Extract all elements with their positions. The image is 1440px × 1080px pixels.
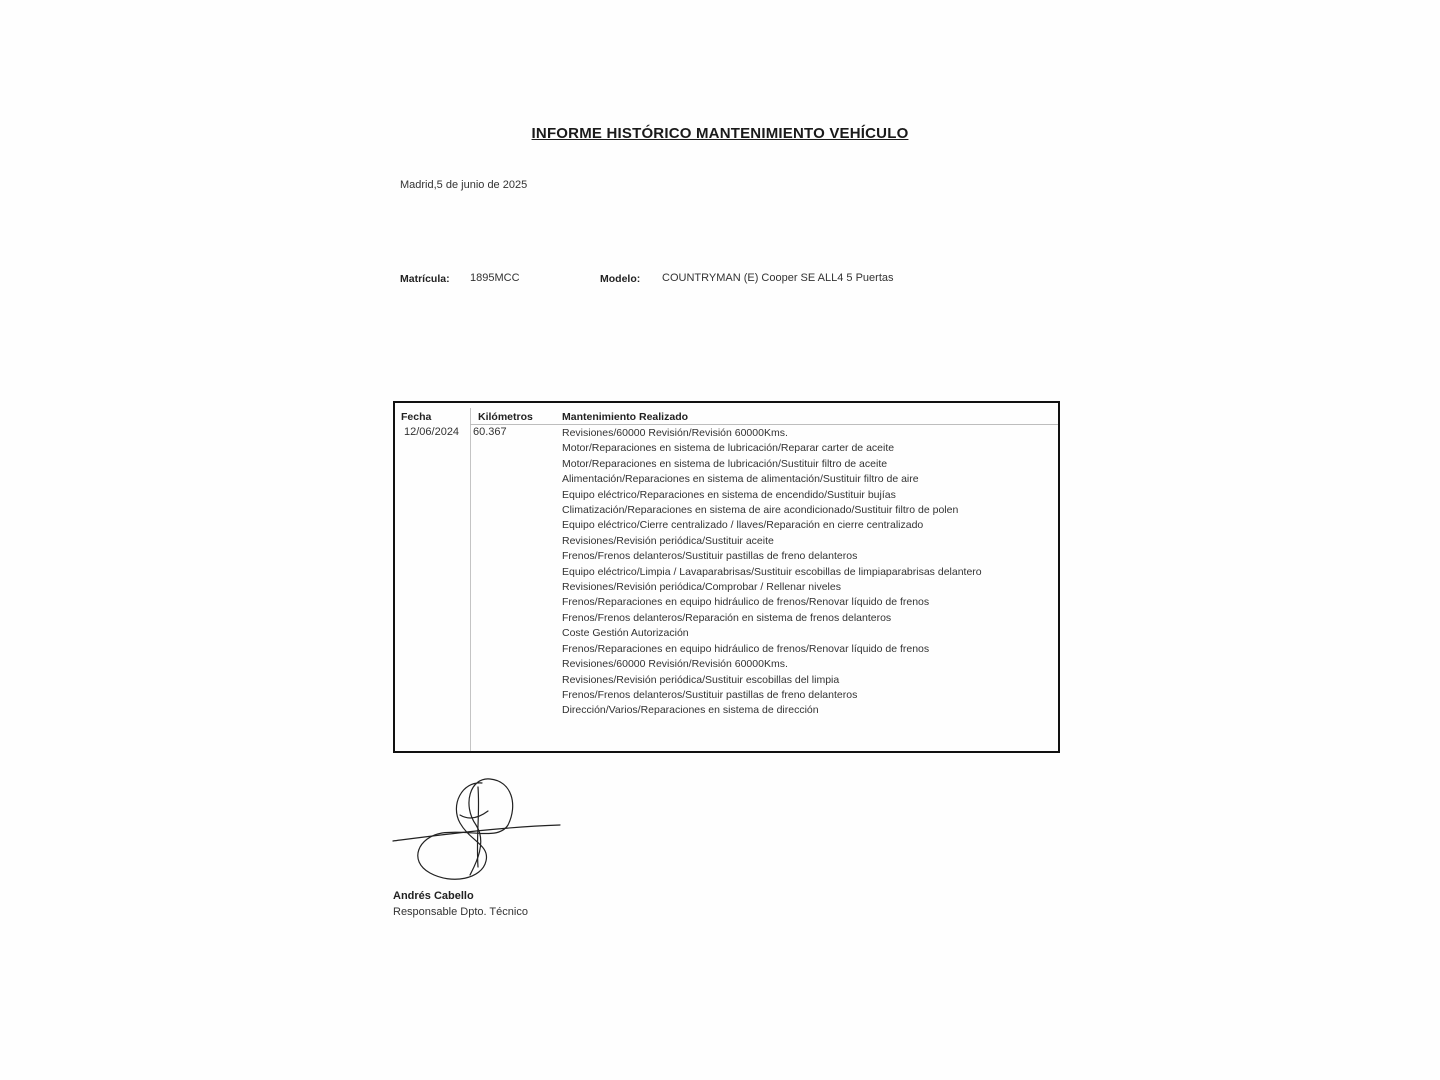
model-value: COUNTRYMAN (E) Cooper SE ALL4 5 Puertas [662, 272, 894, 284]
header-km: Kilómetros [478, 411, 533, 423]
header-rule [470, 424, 1058, 425]
work-item: Climatización/Reparaciones en sistema de aire acondicionado/Sustituir filtro de polen [562, 504, 959, 517]
work-item: Equipo eléctrico/Reparaciones en sistema de encendido/Sustituir bujías [562, 488, 896, 501]
work-item: Frenos/Frenos delanteros/Sustituir pastillas de freno delanteros [562, 550, 858, 563]
work-item: Revisiones/Revisión periódica/Comprobar / Rellenar niveles [562, 581, 841, 594]
row-date: 12/06/2024 [404, 426, 460, 438]
work-item: Frenos/Frenos delanteros/Reparación en sistema de frenos delanteros [562, 611, 892, 624]
work-item: Revisiones/Revisión periódica/Sustituir aceite [562, 534, 774, 547]
work-item: Frenos/Reparaciones en equipo hidráulico de frenos/Renovar líquido de frenos [562, 596, 930, 609]
signer-name: Andrés Cabello [393, 890, 474, 902]
signer-role: Responsable Dpto. Técnico [393, 906, 528, 918]
plate-label: Matrícula: [400, 273, 450, 285]
work-items-list [562, 426, 982, 719]
date-line: Madrid,5 de junio de 2025 [400, 179, 528, 191]
work-item: Frenos/Reparaciones en equipo hidráulico de frenos/Renovar líquido de frenos [562, 642, 930, 655]
work-item: Revisiones/60000 Revisión/Revisión 60000Kms. [562, 427, 788, 439]
work-item: Revisiones/Revisión periódica/Sustituir escobillas del limpia [562, 673, 840, 686]
handwritten-signature [390, 775, 565, 885]
work-item: Equipo eléctrico/Limpia / Lavaparabrisas/Sustituir escobillas de limpiaparabrisas delantero [562, 565, 982, 578]
header-work: Mantenimiento Realizado [562, 411, 689, 423]
plate-value: 1895MCC [470, 272, 520, 284]
work-item: Alimentación/Reparaciones en sistema de alimentación/Sustituir filtro de aire [562, 473, 919, 486]
document-title: INFORME HISTÓRICO MANTENIMIENTO VEHÍCULO [531, 125, 909, 142]
model-label: Modelo: [600, 273, 641, 285]
column-divider [470, 408, 471, 751]
work-item: Motor/Reparaciones en sistema de lubricación/Sustituir filtro de aceite [562, 457, 888, 470]
work-item: Frenos/Frenos delanteros/Sustituir pastillas de freno delanteros [562, 688, 858, 701]
header-date: Fecha [401, 411, 432, 423]
work-item: Equipo eléctrico/Cierre centralizado / llaves/Reparación en cierre centralizado [562, 519, 924, 532]
row-km: 60.367 [473, 426, 507, 438]
work-item: Motor/Reparaciones en sistema de lubricación/Reparar carter de aceite [562, 442, 895, 455]
work-item: Revisiones/60000 Revisión/Revisión 60000Kms. [562, 658, 788, 671]
work-item: Dirección/Varios/Reparaciones en sistema de dirección [562, 704, 819, 717]
maintenance-table [393, 401, 1060, 753]
work-item: Coste Gestión Autorización [562, 627, 689, 640]
